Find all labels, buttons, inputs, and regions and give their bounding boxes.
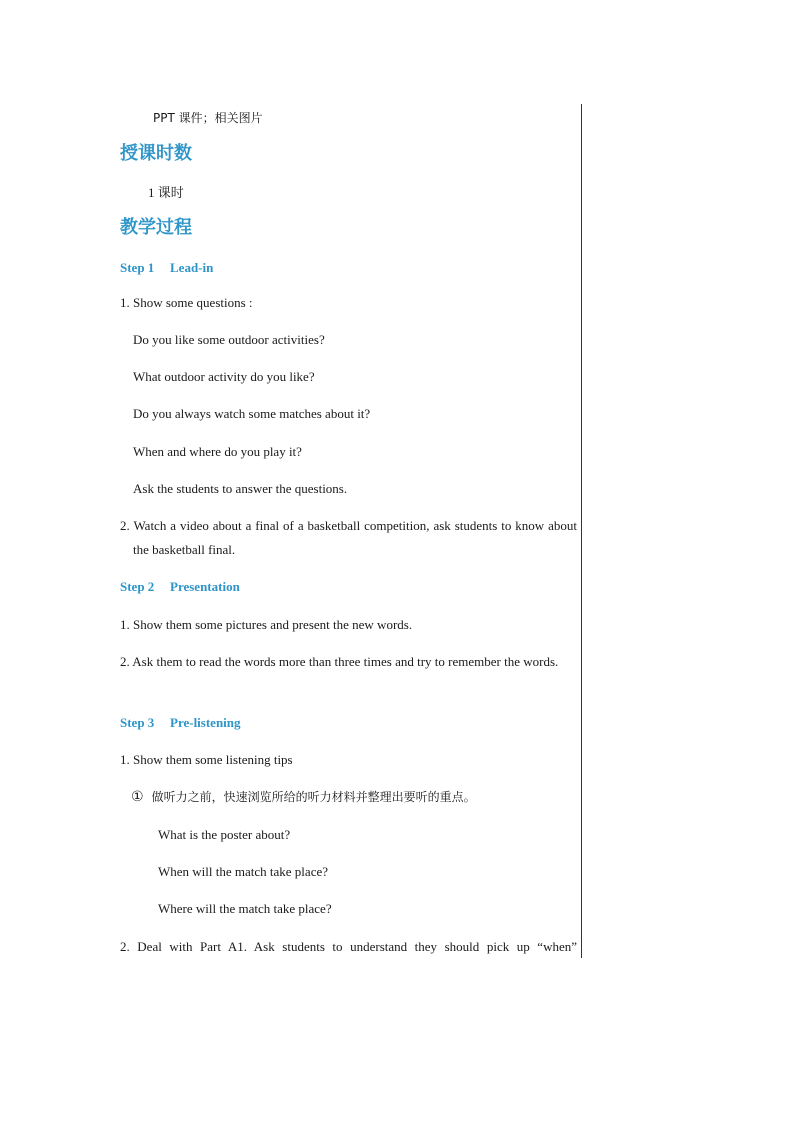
step1-heading (120, 259, 213, 277)
step3-title: Pre-listening (170, 715, 241, 730)
step3-item2: 2. Deal with Part A1. Ask students to understand they should pick up “when” (120, 939, 577, 954)
listening-tip (131, 788, 476, 806)
tip-question-1: What is the poster about? (158, 827, 291, 842)
circled-one-marker: ① (131, 789, 144, 805)
question-3: Do you always watch some matches about it? (133, 406, 371, 421)
tip-text: 做听力之前，快速浏览所给的听力材料并整理出要听的重点。 (151, 790, 476, 804)
step2-title: Presentation (170, 579, 240, 594)
hours-heading: 授课时数 (120, 143, 192, 164)
step1-item1: 1. Show some questions : (120, 295, 253, 310)
step3-number: Step 3 (120, 715, 155, 730)
step1-title: Lead-in (170, 260, 214, 275)
question-2: What outdoor activity do you like? (133, 369, 315, 384)
step2-number: Step 2 (120, 579, 155, 594)
step3-heading (120, 714, 241, 732)
step2-item1: 1. Show them some pictures and present the new words. (120, 617, 413, 632)
teaching-materials: PPT 课件；相关图片 (153, 111, 263, 125)
step1-number: Step 1 (120, 260, 155, 275)
step2-heading (120, 578, 240, 596)
question-4: When and where do you play it? (133, 444, 302, 459)
step3-item1: 1. Show them some listening tips (120, 752, 293, 767)
step1-item2: 2. Watch a video about a final of a basketball competition, ask students to know about the basketball final. (120, 518, 577, 557)
step2-item2: 2. Ask them to read the words more than three times and try to remember the words. (120, 654, 559, 669)
process-heading: 教学过程 (120, 217, 192, 238)
question-1: Do you like some outdoor activities? (133, 332, 325, 347)
table-right-border (581, 104, 582, 958)
tip-question-3: Where will the match take place? (158, 901, 332, 916)
question-5: Ask the students to answer the questions. (133, 481, 348, 496)
hours-value: 1 课时 (148, 185, 184, 200)
tip-question-2: When will the match take place? (158, 864, 329, 879)
